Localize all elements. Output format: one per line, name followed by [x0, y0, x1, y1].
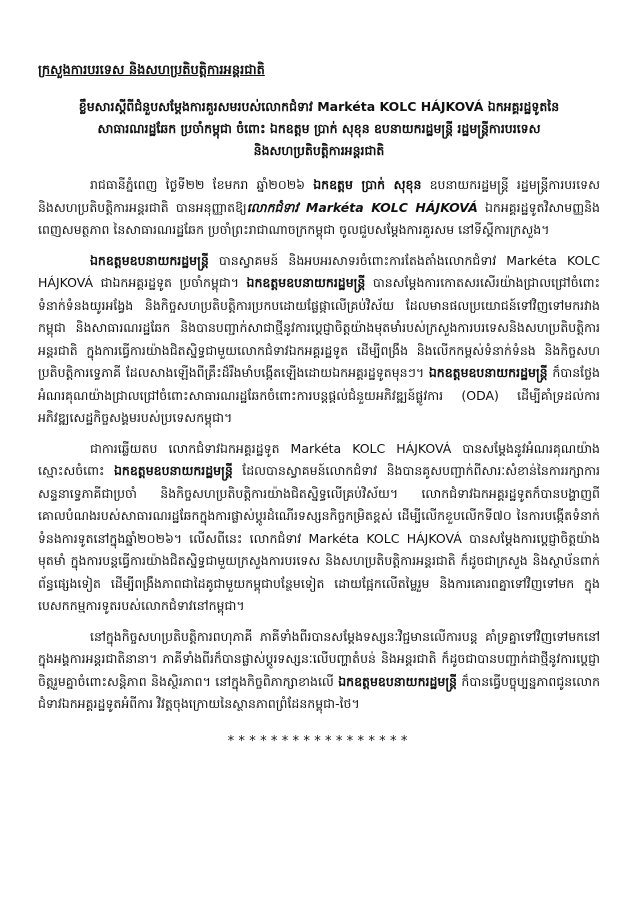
text-run: ដែលបានស្វាគមន៍លោកជំទាវ និងបានគូសបញ្ជាក់ពីសារៈសំខាន់នៃការរក្សាការសន្ទនាទ្វេភាគីជាប្រចាំ និងកិច្ចសហប្រតិបត្តិការយ៉ាងជិតស្និទ្ធលើគ្រប់វិស័យ។ លោកជំទាវឯកអគ្គរដ្ឋទូតក៏បានបង្ហាញពីគោលបំណងរបស់សាធារណរដ្ឋឆែកក្នុងការផ្លាស់ប្តូរដំណើរទស្សនកិច្ចកម្រិតខ្ពស់ ដើម្បីលើកខួបលើកទី៧០ នៃការបង្កើតទំនាក់ទំនងការទូតនៅក្នុងឆ្នាំ២០២៦។ លើសពីនេះ លោកជំទាវ Markéta KOLC HÁJKOVÁ បានសម្តែងការប្តេជ្ញាចិត្តយ៉ាងមុតមាំ ក្នុងការបន្តធ្វើការយ៉ាងជិតស្និទ្ធជាមួយក្រសួងការបរទេស និងសហប្រតិបត្តិការអន្តរជាតិ ក៏ដូចជាក្រសួង និងស្ថាប័នពាក់ព័ន្ធផ្សេងទៀត ដើម្បីពង្រឹងភាពជាដៃគូជាមួយកម្ពុជាបន្ថែមទៀត ដោយផ្អែកលើតម្លៃរួម និងការគោរពគ្នាទៅវិញទៅមក ក្នុងបេសកកម្មការទូតរបស់លោកជំទាវនៅកម្ពុជា។	[38, 463, 600, 613]
text-run: ឯកអគ្គរដ្ឋទូតវិសាមញ្ញនិងពេញសមត្ថភាព នៃសាធារណរដ្ឋឆែក ប្រចាំព្រះរាជាណាចក្រកម្ពុជា ចូលជួបសម្តែងការគួរសម នៅទីស្តីការក្រសួង។	[38, 199, 600, 237]
text-run-bold-italic: លោកជំទាវ Markéta KOLC HÁJKOVÁ	[246, 199, 478, 215]
text-run: បានសម្តែងការកោតសរសើរយ៉ាងជ្រាលជ្រៅចំពោះទំនាក់ទំនងយូរអង្វែង និងកិច្ចសហប្រតិបត្តិការប្រកបដោយផ្លែផ្កាលើគ្រប់វិស័យ ដែលមានផលប្រយោជន៍ទៅវិញទៅមករវាងកម្ពុជា និងសាធារណរដ្ឋឆែក និងបានបញ្ជាក់សាជាថ្មីនូវការប្តេជ្ញាចិត្តយ៉ាងមុតមាំរបស់ក្រសួងការបរទេសនិងសហប្រតិបត្តិការអន្តរជាតិ ក្នុងការធ្វើការយ៉ាងជិតស្និទ្ធជាមួយលោកជំទាវឯកអគ្គរដ្ឋទូត ដើម្បីពង្រឹង និងលើកកម្ពស់ទំនាក់ទំនង និងកិច្ចសហប្រតិបត្តិការទ្វេភាគី ដែលសាងឡើងពីគ្រឹះដ៏រឹងមាំបង្កើតឡើងដោយឯកអគ្គរដ្ឋទូតមុនៗ។	[38, 275, 600, 380]
text-run-bold: ឯកឧត្តមឧបនាយករដ្ឋមន្ត្រី	[338, 673, 457, 689]
end-separator: *****************	[226, 733, 412, 749]
title-line: ខ្លឹមសារស្តីពីជំនួបសម្តែងការគួរសមរបស់លោកជំទាវ Markéta KOLC HÁJKOVÁ ឯកអគ្គរដ្ឋទូតនៃ	[78, 99, 560, 114]
text-run-bold: ឯកឧត្តមឧបនាយករដ្ឋមន្ត្រី	[246, 275, 366, 290]
text-run: បានស្វាគមន៍ និងអបអរសាទរចំពោះការតែងតាំងលោកជំទាវ Markéta KOLC HÁJKOVÁ ជាឯកអគ្គរដ្ឋទូត ប្រចាំកម្ពុជា។	[38, 252, 600, 290]
paragraph-3	[38, 438, 600, 618]
paragraph-4	[38, 626, 600, 716]
text-run: នៅក្នុងកិច្ចសហប្រតិបត្តិការពហុភាគី ភាគីទាំងពីរបានសម្តែងទស្សនៈវិជ្ជមានលើការបន្ត គាំទ្រគ្នាទៅវិញទៅមកនៅក្នុងអង្គការអន្តរជាតិនានា។ ភាគីទាំងពីរក៏បានផ្លាស់ប្តូរទស្សនៈលើបញ្ហាតំបន់ និងអន្តរជាតិ ក៏ដូចជាបានបញ្ជាក់ជាថ្មីនូវការប្តេជ្ញាចិត្តរួមគ្នាចំពោះសន្តិភាព និងស្ថិរភាព។ នៅក្នុងកិច្ចពិភាក្សាខាងលើ	[38, 628, 600, 689]
text-run: ក៏បានថ្លែងអំណរគុណយ៉ាងជ្រាលជ្រៅចំពោះសាធារណរដ្ឋឆែកចំពោះការបន្តផ្តល់ជំនួយអភិវឌ្ឍន៍ផ្លូវការ (ODA) ដើម្បីគាំទ្រដល់ការអភិវឌ្ឍសេដ្ឋកិច្ចសង្គមរបស់ប្រទេសកម្ពុជា។	[38, 365, 600, 425]
text-run-bold: ឯកឧត្តមឧបនាយករដ្ឋមន្ត្រី	[90, 252, 209, 268]
text-run-bold: ឯកឧត្តមឧបនាយករដ្ឋមន្ត្រី	[428, 365, 548, 380]
ministry-heading: ក្រសួងការបរទេស និងសហប្រតិបត្តិការអន្តរជាតិ	[38, 63, 265, 78]
paragraph-2	[38, 250, 600, 430]
paragraph-1	[38, 174, 600, 242]
text-run: ក៏បានធ្វើបច្ចុប្បន្នភាពជូនលោកជំទាវឯកអគ្គរដ្ឋទូតអំពីការ វិវត្តចុងក្រោយនៃស្ថានភាពព្រំដែនកម្ពុជា-ថៃ។	[38, 673, 600, 711]
title-line: និងសហប្រតិបត្តិការអន្តរជាតិ	[253, 143, 385, 158]
text-run: ជាការឆ្លើយតប លោកជំទាវឯកអគ្គរដ្ឋទូត Markéta KOLC HÁJKOVÁ បានសម្តែងនូវអំណរគុណយ៉ាងស្មោះសចំពោះ	[38, 440, 600, 478]
text-run: ឧបនាយករដ្ឋមន្ត្រី រដ្ឋមន្ត្រីការបរទេស និងសហប្រតិបត្តិការអន្តរជាតិ បានអនុញ្ញាតឱ្យ	[38, 177, 600, 215]
document-title	[38, 96, 600, 162]
text-run-bold: ឯកឧត្តម ប្រាក់ សុខុន	[313, 177, 422, 192]
title-line: សាធារណរដ្ឋឆែក ប្រចាំកម្ពុជា ចំពោះ ឯកឧត្តម ប្រាក់ សុខុន ឧបនាយករដ្ឋមន្ត្រី រដ្ឋមន្ត្រីការបរទេស	[97, 121, 541, 136]
text-run-bold: ឯកឧត្តមឧបនាយករដ្ឋមន្ត្រី	[114, 463, 233, 478]
text-run: រាជធានីភ្នំពេញ ថ្ងៃទី២២ ខែមករា ឆ្នាំ២០២៦	[90, 177, 314, 192]
